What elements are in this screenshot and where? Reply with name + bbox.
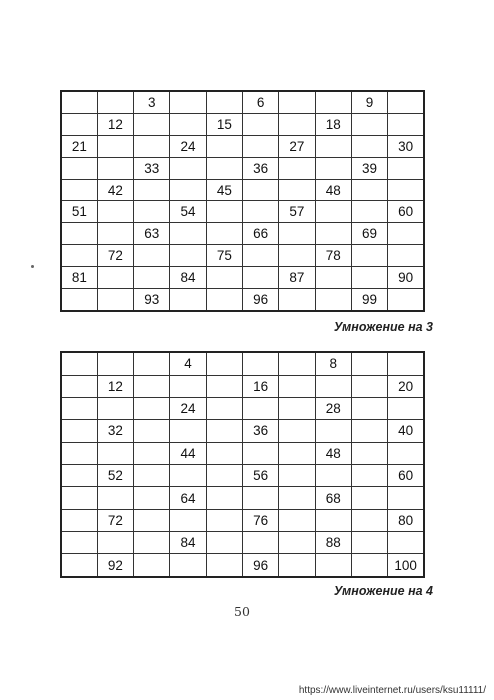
grid-cell — [388, 442, 424, 464]
grid-cell — [134, 352, 170, 375]
grid-cell — [242, 179, 278, 201]
grid-row — [61, 554, 424, 577]
grid-cell: 52 — [97, 464, 133, 486]
grid-cell: 3 — [134, 91, 170, 114]
grid-cell: 45 — [206, 179, 242, 201]
grid-cell — [61, 223, 97, 245]
grid-cell — [206, 223, 242, 245]
grid-cell — [61, 114, 97, 136]
grid-cell — [279, 487, 315, 509]
grid-cell: 72 — [97, 245, 133, 267]
grid-cell — [134, 245, 170, 267]
grid-cell — [279, 375, 315, 397]
grid-cell — [170, 464, 206, 486]
grid-cell — [97, 91, 133, 114]
grid-cell — [206, 157, 242, 179]
grid-cell — [351, 114, 387, 136]
grid-cell: 28 — [315, 397, 351, 419]
grid-cell — [242, 135, 278, 157]
grid-cell — [61, 245, 97, 267]
grid-cell — [315, 464, 351, 486]
grid-cell — [351, 375, 387, 397]
grid-cell: 40 — [388, 420, 424, 442]
grid-cell — [315, 201, 351, 223]
grid-cell — [351, 201, 387, 223]
grid-cell: 48 — [315, 179, 351, 201]
grid-row — [61, 532, 424, 554]
grid-cell: 27 — [279, 135, 315, 157]
grid-cell — [61, 179, 97, 201]
grid-cell — [97, 487, 133, 509]
grid-row — [61, 157, 424, 179]
grid-cell — [97, 442, 133, 464]
grid-cell: 12 — [97, 375, 133, 397]
grid-cell — [206, 532, 242, 554]
grid-cell — [351, 267, 387, 289]
grid-cell — [97, 532, 133, 554]
grid-cell — [134, 201, 170, 223]
multiplication-by-3-grid — [60, 90, 425, 312]
grid-cell — [315, 420, 351, 442]
grid-cell — [97, 352, 133, 375]
grid-row — [61, 352, 424, 375]
grid-cell — [134, 554, 170, 577]
grid-cell — [388, 288, 424, 311]
grid-cell: 80 — [388, 509, 424, 531]
grid-cell — [279, 114, 315, 136]
grid-cell — [315, 91, 351, 114]
grid-cell: 81 — [61, 267, 97, 289]
grid-cell — [279, 532, 315, 554]
grid-cell — [388, 179, 424, 201]
grid-cell — [279, 420, 315, 442]
grid-cell — [279, 509, 315, 531]
scan-speck — [31, 265, 34, 268]
grid-cell: 6 — [242, 91, 278, 114]
grid-cell — [170, 114, 206, 136]
grid-cell — [388, 487, 424, 509]
grid-cell — [279, 223, 315, 245]
grid-3-caption: Умножение на 3 — [333, 320, 433, 334]
grid-cell — [97, 201, 133, 223]
grid-cell — [170, 157, 206, 179]
grid-cell — [242, 442, 278, 464]
grid-cell — [351, 532, 387, 554]
grid-row — [61, 420, 424, 442]
grid-cell: 30 — [388, 135, 424, 157]
grid-cell — [97, 135, 133, 157]
grid-cell — [97, 223, 133, 245]
grid-cell: 88 — [315, 532, 351, 554]
grid-cell — [134, 532, 170, 554]
grid-cell: 56 — [242, 464, 278, 486]
grid-cell — [242, 201, 278, 223]
grid-cell — [170, 91, 206, 114]
grid-cell — [170, 375, 206, 397]
grid-cell — [206, 267, 242, 289]
grid-cell — [351, 420, 387, 442]
grid-cell: 33 — [134, 157, 170, 179]
grid-cell: 4 — [170, 352, 206, 375]
grid-cell: 21 — [61, 135, 97, 157]
grid-row — [61, 201, 424, 223]
grid-cell — [97, 288, 133, 311]
grid-cell — [206, 397, 242, 419]
grid-row — [61, 245, 424, 267]
grid-cell: 68 — [315, 487, 351, 509]
grid-cell — [61, 375, 97, 397]
grid-cell: 9 — [351, 91, 387, 114]
grid-cell: 51 — [61, 201, 97, 223]
grid-cell — [242, 267, 278, 289]
grid-cell — [242, 352, 278, 375]
grid-cell — [134, 464, 170, 486]
grid-cell — [61, 509, 97, 531]
page-number: 50 — [234, 604, 250, 619]
grid-cell — [351, 179, 387, 201]
grid-cell — [61, 397, 97, 419]
grid-cell — [170, 509, 206, 531]
grid-cell: 12 — [97, 114, 133, 136]
grid-cell — [351, 487, 387, 509]
grid-cell — [206, 420, 242, 442]
grid-cell — [315, 267, 351, 289]
grid-cell — [134, 375, 170, 397]
grid-row — [61, 223, 424, 245]
grid-row — [61, 288, 424, 311]
grid-row — [61, 442, 424, 464]
grid-cell — [315, 157, 351, 179]
grid-cell: 63 — [134, 223, 170, 245]
grid-cell: 100 — [388, 554, 424, 577]
grid-cell: 20 — [388, 375, 424, 397]
grid-cell — [279, 442, 315, 464]
grid-cell: 96 — [242, 554, 278, 577]
grid-cell — [61, 532, 97, 554]
grid-cell — [351, 442, 387, 464]
grid-cell — [315, 223, 351, 245]
grid-cell — [388, 245, 424, 267]
grid-cell — [206, 201, 242, 223]
grid-cell — [61, 464, 97, 486]
grid-row — [61, 267, 424, 289]
grid-cell — [279, 179, 315, 201]
grid-cell — [242, 397, 278, 419]
grid-cell: 76 — [242, 509, 278, 531]
grid-cell — [61, 442, 97, 464]
grid-cell: 24 — [170, 135, 206, 157]
grid-cell: 87 — [279, 267, 315, 289]
grid-cell — [279, 352, 315, 375]
grid-cell — [206, 442, 242, 464]
grid-cell — [170, 223, 206, 245]
grid-cell: 78 — [315, 245, 351, 267]
grid-row — [61, 375, 424, 397]
grid-cell — [61, 554, 97, 577]
grid-cell: 24 — [170, 397, 206, 419]
grid-row — [61, 509, 424, 531]
grid-cell — [351, 554, 387, 577]
grid-cell — [134, 442, 170, 464]
grid-cell — [61, 352, 97, 375]
grid-cell — [279, 157, 315, 179]
grid-cell: 84 — [170, 532, 206, 554]
grid-row — [61, 397, 424, 419]
grid-cell — [315, 554, 351, 577]
grid-cell — [134, 509, 170, 531]
grid-cell — [351, 352, 387, 375]
grid-cell — [242, 487, 278, 509]
grid-cell — [388, 157, 424, 179]
grid-cell — [170, 288, 206, 311]
grid-cell: 64 — [170, 487, 206, 509]
grid-cell — [206, 487, 242, 509]
grid-cell — [351, 397, 387, 419]
grid-cell — [134, 114, 170, 136]
grid-cell: 90 — [388, 267, 424, 289]
grid-cell — [388, 114, 424, 136]
grid-cell — [315, 135, 351, 157]
grid-row — [61, 179, 424, 201]
grid-cell — [351, 245, 387, 267]
grid-cell — [206, 135, 242, 157]
footer-url: https://www.liveinternet.ru/users/ksu11111/ — [298, 685, 486, 696]
grid-cell — [170, 245, 206, 267]
grid-cell — [61, 157, 97, 179]
grid-cell — [279, 91, 315, 114]
grid-cell — [61, 487, 97, 509]
grid-cell — [315, 509, 351, 531]
grid-cell: 36 — [242, 420, 278, 442]
grid-cell: 8 — [315, 352, 351, 375]
grid-row — [61, 464, 424, 486]
grid-cell — [170, 420, 206, 442]
grid-cell — [97, 267, 133, 289]
grid-cell — [351, 509, 387, 531]
grid-cell — [134, 397, 170, 419]
grid-cell — [134, 267, 170, 289]
grid-cell — [242, 114, 278, 136]
grid-cell: 96 — [242, 288, 278, 311]
grid-cell — [279, 554, 315, 577]
grid-cell — [170, 179, 206, 201]
grid-cell: 18 — [315, 114, 351, 136]
grid-cell: 60 — [388, 464, 424, 486]
grid-cell — [134, 487, 170, 509]
grid-cell: 69 — [351, 223, 387, 245]
grid-cell — [388, 532, 424, 554]
grid-cell — [242, 245, 278, 267]
grid-cell: 72 — [97, 509, 133, 531]
grid-cell — [242, 532, 278, 554]
grid-cell — [315, 288, 351, 311]
grid-cell — [206, 91, 242, 114]
grid-cell — [351, 135, 387, 157]
grid-cell — [206, 288, 242, 311]
grid-cell: 15 — [206, 114, 242, 136]
grid-cell: 42 — [97, 179, 133, 201]
grid-row — [61, 91, 424, 114]
grid-cell — [206, 375, 242, 397]
grid-cell — [61, 420, 97, 442]
grid-cell — [97, 397, 133, 419]
grid-cell — [279, 464, 315, 486]
grid-cell — [61, 288, 97, 311]
grid-row — [61, 135, 424, 157]
grid-cell: 99 — [351, 288, 387, 311]
grid-cell — [388, 91, 424, 114]
grid-cell: 57 — [279, 201, 315, 223]
grid-cell — [315, 375, 351, 397]
grid-cell: 93 — [134, 288, 170, 311]
grid-cell — [388, 397, 424, 419]
multiplication-by-4-grid — [60, 351, 425, 578]
grid-cell — [97, 157, 133, 179]
grid-cell: 54 — [170, 201, 206, 223]
grid-cell: 44 — [170, 442, 206, 464]
grid-cell: 39 — [351, 157, 387, 179]
grid-cell — [388, 223, 424, 245]
grid-cell — [279, 288, 315, 311]
grid-row — [61, 114, 424, 136]
grid-4-caption: Умножение на 4 — [333, 584, 433, 598]
grid-cell — [206, 509, 242, 531]
grid-cell: 66 — [242, 223, 278, 245]
grid-cell: 16 — [242, 375, 278, 397]
grid-cell — [134, 420, 170, 442]
grid-cell: 60 — [388, 201, 424, 223]
grid-cell — [206, 352, 242, 375]
grid-cell: 36 — [242, 157, 278, 179]
grid-cell: 48 — [315, 442, 351, 464]
grid-cell: 84 — [170, 267, 206, 289]
grid-cell — [206, 464, 242, 486]
grid-cell: 75 — [206, 245, 242, 267]
grid-cell — [279, 245, 315, 267]
grid-cell: 32 — [97, 420, 133, 442]
grid-cell — [134, 179, 170, 201]
grid-cell — [279, 397, 315, 419]
grid-cell — [170, 554, 206, 577]
grid-cell: 92 — [97, 554, 133, 577]
grid-cell — [61, 91, 97, 114]
grid-cell — [351, 464, 387, 486]
grid-cell — [206, 554, 242, 577]
grid-cell — [388, 352, 424, 375]
grid-row — [61, 487, 424, 509]
grid-cell — [134, 135, 170, 157]
